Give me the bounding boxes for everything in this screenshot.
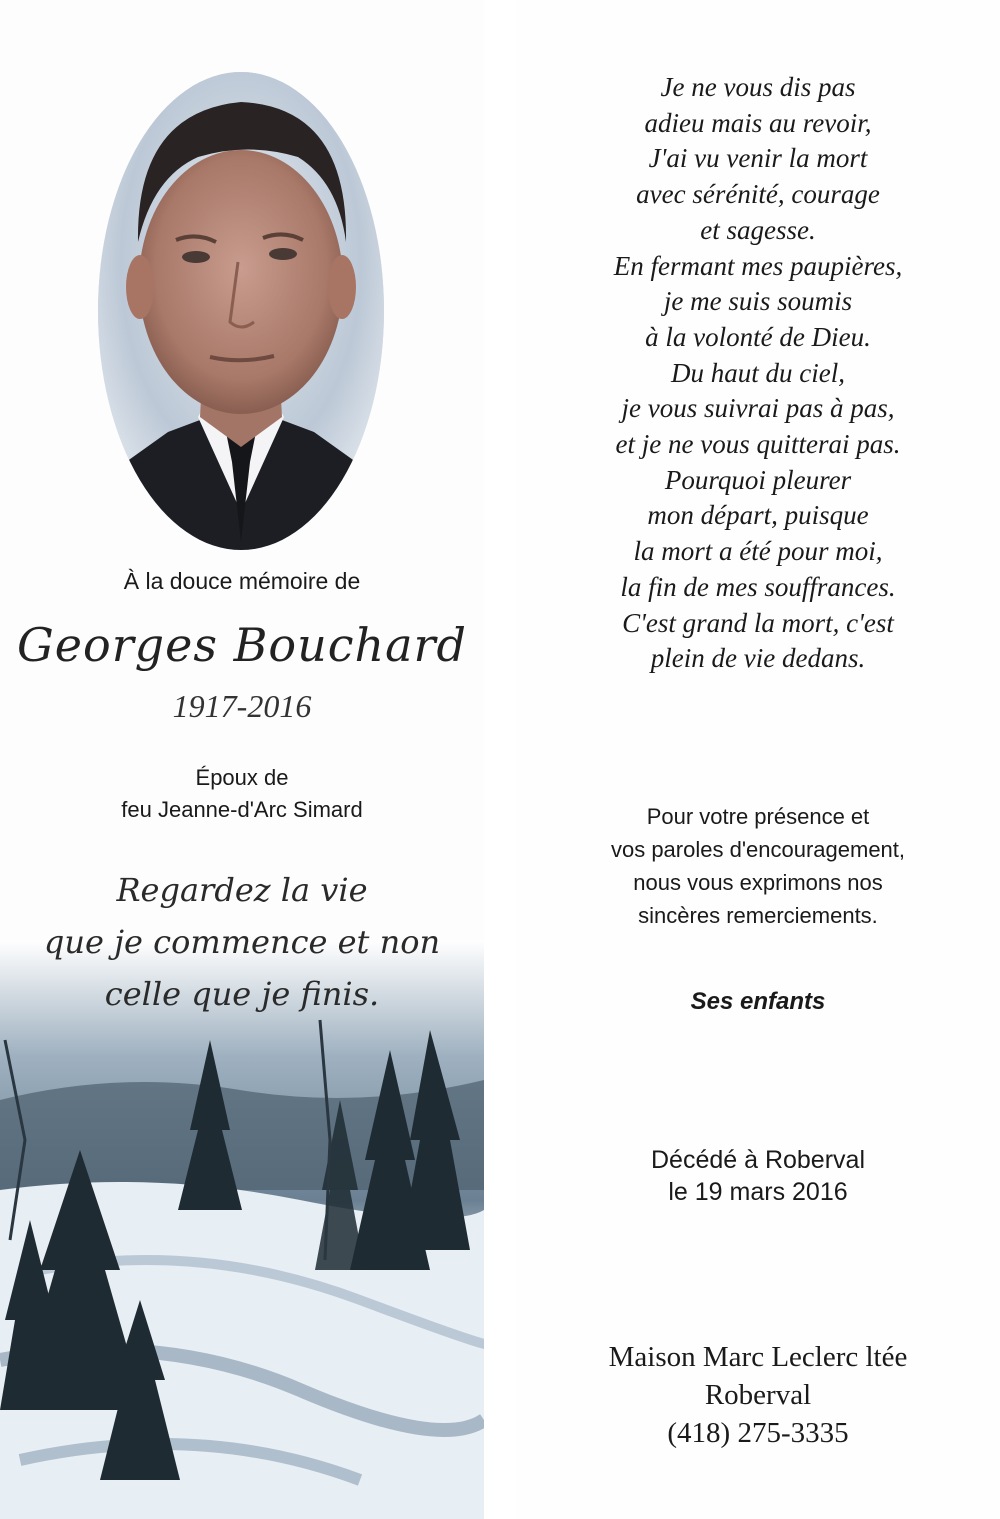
- death-info: [516, 1144, 1000, 1208]
- poem-line: J'ai vu venir la mort: [648, 143, 868, 174]
- poem-line: la mort a été pour moi,: [633, 536, 883, 567]
- poem-line: Du haut du ciel,: [671, 357, 845, 388]
- thank-you-message: [516, 800, 1000, 932]
- memorial-intro: À la douce mémoire de: [123, 568, 361, 594]
- poem-line: je me suis soumis: [663, 286, 853, 317]
- thanks-line: sincères remerciements.: [638, 903, 878, 928]
- funeral-home-phone: (418) 275-3335: [667, 1417, 849, 1449]
- poem-line: C'est grand la mort, c'est: [622, 607, 894, 638]
- poem-line: je vous suivrai pas à pas,: [621, 393, 895, 424]
- spouse-line: feu Jeanne-d'Arc Simard: [121, 797, 363, 822]
- thanks-line: Pour votre présence et: [646, 804, 870, 829]
- funeral-home-city: Roberval: [704, 1379, 812, 1411]
- poem-line: avec sérénité, courage: [636, 179, 880, 210]
- funeral-home-info: [516, 1338, 1000, 1452]
- poem-line: la fin de mes souffrances.: [620, 571, 896, 602]
- poem-line: adieu mais au revoir,: [644, 107, 872, 138]
- memorial-quote: [0, 864, 484, 1020]
- life-years: 1917-2016: [172, 688, 312, 724]
- signature: Ses enfants: [690, 988, 826, 1015]
- portrait-photo: [98, 72, 384, 550]
- poem-line: En fermant mes paupières,: [613, 250, 903, 281]
- deceased-name: Georges Bouchard: [17, 618, 467, 672]
- poem-line: et sagesse.: [700, 214, 816, 245]
- winter-landscape-image: [0, 940, 484, 1519]
- death-date: le 19 mars 2016: [668, 1178, 848, 1206]
- poem-line: mon départ, puisque: [647, 500, 869, 531]
- poem-line: et je ne vous quitterai pas.: [615, 429, 901, 460]
- thanks-line: vos paroles d'encouragement,: [610, 837, 906, 862]
- spouse-info: [0, 762, 484, 826]
- poem-line: plein de vie dedans.: [650, 643, 866, 674]
- memorial-card-back: [516, 0, 1000, 1519]
- spouse-line: Époux de: [195, 765, 289, 790]
- card-separator: [484, 0, 516, 1519]
- memorial-card-front: [0, 0, 484, 1519]
- quote-line: Regardez la vie: [116, 871, 368, 909]
- poem: [516, 70, 1000, 677]
- quote-line: que je commence et non: [43, 923, 441, 961]
- funeral-home-name: Maison Marc Leclerc ltée: [608, 1341, 908, 1373]
- thanks-line: nous vous exprimons nos: [633, 870, 883, 895]
- poem-line: Pourquoi pleurer: [664, 464, 852, 495]
- poem-line: à la volonté de Dieu.: [645, 321, 871, 352]
- death-place: Décédé à Roberval: [650, 1146, 865, 1174]
- poem-line: Je ne vous dis pas: [660, 72, 856, 102]
- quote-line: celle que je finis.: [104, 975, 380, 1013]
